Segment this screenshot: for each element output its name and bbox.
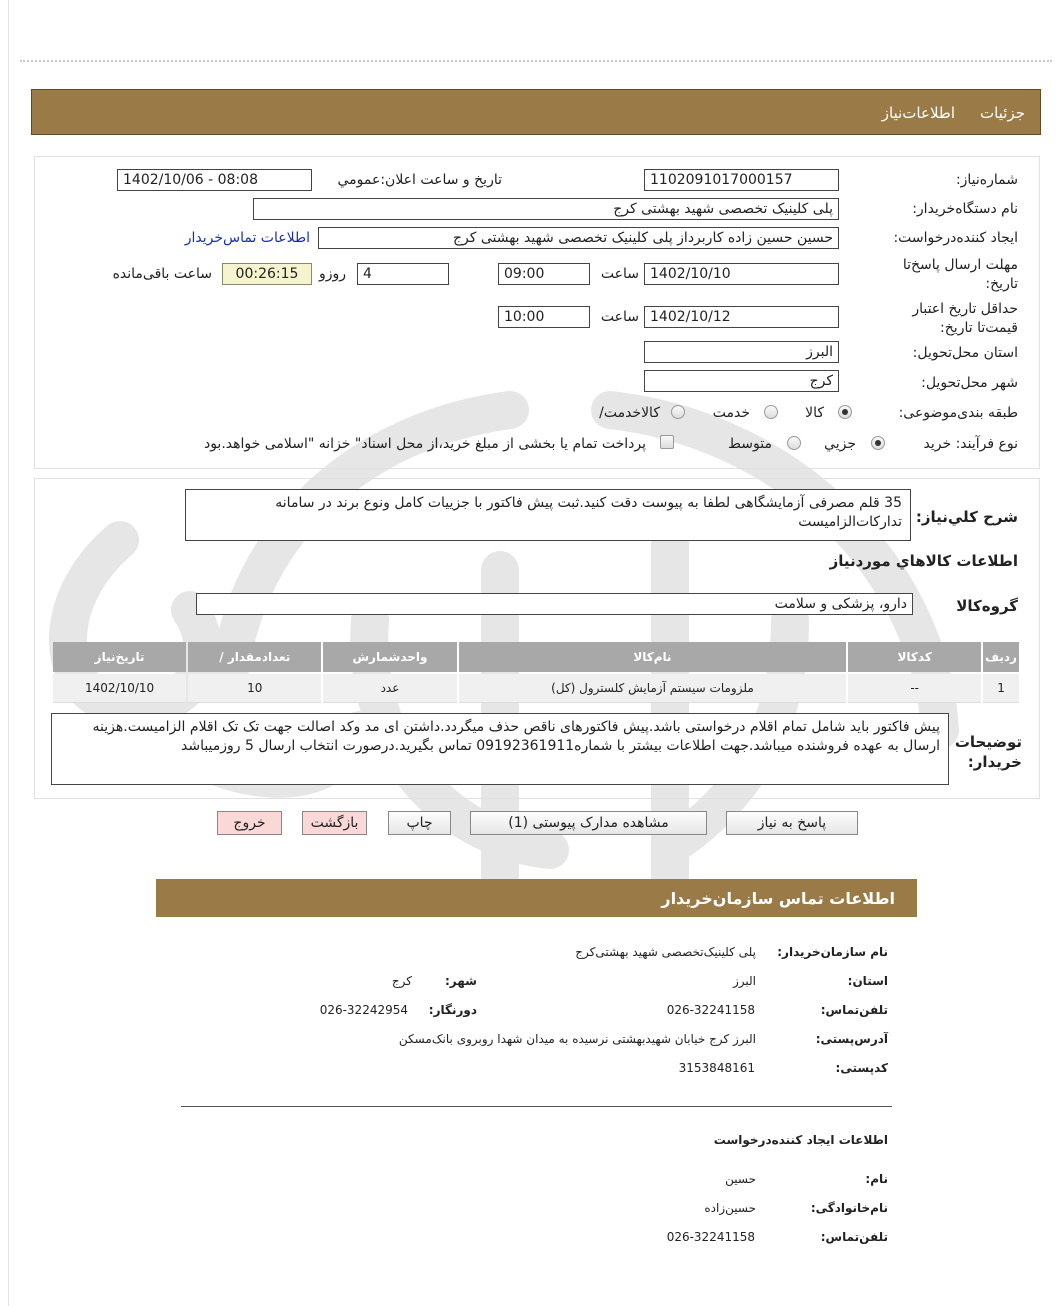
cell-row: 1 bbox=[983, 674, 1019, 703]
category-radio-service[interactable] bbox=[764, 405, 778, 419]
contact-province-label: استان: bbox=[847, 974, 888, 988]
category-option-service: خدمت bbox=[712, 405, 750, 421]
buyer-org-label: نام دستگاه‌خریدار: bbox=[912, 201, 1018, 217]
left-edge-line bbox=[8, 0, 9, 1306]
buyer-contact-title: اطلاعات تماس سازمان‌خریدار bbox=[661, 889, 895, 908]
buyer-notes-label: توضیحات خریدار: bbox=[954, 733, 1022, 771]
days-field: 4 bbox=[357, 263, 449, 285]
creator-phone-value: 026-32241158 bbox=[666, 1230, 755, 1244]
process-radio-medium[interactable] bbox=[787, 436, 801, 450]
process-option-minor: جزيي bbox=[824, 436, 856, 452]
contact-province-value: البرز bbox=[732, 974, 756, 988]
contact-city-label: شهر: bbox=[445, 974, 477, 988]
contact-postal-value: 3153848161 bbox=[678, 1061, 755, 1075]
process-label: نوع فرآیند: خرید bbox=[923, 436, 1018, 452]
contact-postal-label: کدپستی: bbox=[835, 1061, 888, 1075]
category-radio-goods[interactable] bbox=[838, 405, 852, 419]
creator-phone-label: تلفن‌تماس: bbox=[820, 1230, 888, 1244]
general-description-label: شرح کلي‌نیاز: bbox=[915, 508, 1018, 526]
province-label: استان محل‌تحویل: bbox=[912, 345, 1018, 361]
category-radio-goods-service[interactable] bbox=[671, 405, 685, 419]
validity-time-field: 10:00 bbox=[498, 306, 590, 328]
announce-label: تاریخ و ساعت اعلان:عمومي bbox=[337, 172, 502, 188]
category-option-goods: کالا bbox=[805, 405, 824, 421]
cell-need-date: 1402/10/10 bbox=[53, 674, 186, 703]
goods-group-field: دارو، پزشکی و سلامت bbox=[196, 593, 913, 615]
deadline-hour-label: ساعت bbox=[600, 266, 639, 282]
col-unit: واحدشمارش bbox=[323, 642, 456, 672]
creator-family-value: حسین‌زاده bbox=[704, 1201, 756, 1215]
buyer-contact-header bbox=[156, 879, 917, 917]
contact-phone-value: 026-32241158 bbox=[666, 1003, 755, 1017]
cell-quantity: 10 bbox=[188, 674, 321, 703]
col-name: نام‌کالا bbox=[459, 642, 847, 672]
announce-field: 1402/10/06 - 08:08 bbox=[117, 169, 312, 191]
contact-fax-label: دورنگار: bbox=[428, 1003, 477, 1017]
col-quantity: تعدادمقدار / bbox=[188, 642, 321, 672]
table-row bbox=[53, 674, 1019, 703]
creator-info-title: اطلاعات ایجاد کننده‌درخواست bbox=[713, 1133, 888, 1147]
creator-field: حسین حسین زاده کاربرداز پلی کلینیک تخصصی شهید بهشتی کرج bbox=[318, 227, 839, 249]
org-name-value: پلی کلینیک‌تخصصی شهید بهشتی‌کرج bbox=[575, 945, 756, 959]
back-button[interactable]: بازگشت bbox=[302, 811, 367, 835]
contact-address-label: آدرس‌پستی: bbox=[815, 1032, 888, 1046]
goods-info-heading: اطلاعات کالاهاي موردنیاز bbox=[829, 552, 1018, 570]
creator-family-label: نام‌خانوادگی: bbox=[810, 1201, 888, 1215]
col-code: کدکالا bbox=[848, 642, 981, 672]
validity-date-field: 1402/10/12 bbox=[644, 306, 839, 328]
deadline-time-field: 09:00 bbox=[498, 263, 590, 285]
treasury-payment-checkbox[interactable] bbox=[660, 435, 674, 449]
contact-fax-value: 026-32242954 bbox=[319, 1003, 408, 1017]
reply-button[interactable]: پاسخ به نیاز bbox=[726, 811, 858, 835]
process-option-medium: متوسط bbox=[728, 436, 772, 452]
print-button[interactable]: چاپ bbox=[388, 811, 451, 835]
deadline-date-field: 1402/10/10 bbox=[644, 263, 839, 285]
buyer-notes-field: پیش فاکتور باید شامل تمام اقلام درخواستی باشد.پیش فاکتورهای ناقص حذف میگردد.داشتن ای مد وکد اصالت جهت تک تک اقلام الزامیست.هزینه ارسال به عهده فروشنده میباشد.جهت اطلاعات بیشتر با شماره09192361911 تماس بگیرید.درصورت انتخاب ارسال 5 روزمیباشد bbox=[51, 713, 949, 785]
goods-table bbox=[51, 640, 1021, 705]
creator-label: ایجاد کننده‌درخواست: bbox=[893, 230, 1018, 246]
dotted-divider bbox=[20, 60, 1052, 62]
goods-group-label: گروه‌کالا bbox=[956, 597, 1018, 615]
process-radio-minor[interactable] bbox=[871, 436, 885, 450]
province-field: البرز bbox=[644, 341, 839, 363]
cell-name: ملزومات سیستم آزمایش کلسترول (کل) bbox=[459, 674, 847, 703]
category-option-goods-service: کالا‌خدمت/ bbox=[599, 405, 660, 421]
validity-label: حداقل تاریخ اعتبار قیمت‌تا تاریخ: bbox=[912, 301, 1018, 336]
cell-code: -- bbox=[848, 674, 981, 703]
validity-hour-label: ساعت bbox=[600, 309, 639, 325]
goods-table-header bbox=[53, 642, 1019, 672]
buyer-org-field: پلی کلینیک تخصصی شهید بهشتی کرج bbox=[253, 198, 839, 220]
remaining-label: ساعت باقی‌مانده bbox=[112, 266, 212, 282]
buyer-contact-link[interactable]: اطلاعات تماس‌خریدار bbox=[184, 230, 310, 246]
tab-details[interactable]: جزئيات bbox=[980, 104, 1025, 122]
need-number-field: 1102091017000157 bbox=[644, 169, 839, 191]
contact-phone-label: تلفن‌تماس: bbox=[820, 1003, 888, 1017]
details-header-bar bbox=[31, 89, 1041, 135]
contact-address-value: البرز کرج خیابان شهیدبهشتی نرسیده به میدان شهدا روبروی بانک‌مسکن bbox=[398, 1032, 756, 1046]
exit-button[interactable]: خروج bbox=[217, 811, 282, 835]
cell-unit: عدد bbox=[323, 674, 456, 703]
treasury-payment-text: پرداخت تمام یا بخشی از مبلغ خرید،از محل اسناد" خزانه "اسلامی خواهد.بود bbox=[203, 436, 646, 452]
creator-name-value: حسین bbox=[725, 1172, 756, 1186]
creator-name-label: نام: bbox=[865, 1172, 888, 1186]
view-attachments-button[interactable]: مشاهده مدارک پیوستی (1) bbox=[470, 811, 707, 835]
org-name-label: نام سازمان‌خریدار: bbox=[777, 945, 888, 959]
col-row: ردیف bbox=[983, 642, 1019, 672]
deadline-label: مهلت ارسال پاسخ‌تا تاریخ: bbox=[902, 257, 1018, 292]
remaining-timer: 00:26:15 bbox=[222, 263, 312, 285]
days-label: روزو bbox=[318, 266, 346, 282]
need-number-label: شماره‌نیاز: bbox=[955, 172, 1018, 188]
tab-need-info[interactable]: اطلاعات‌نیاز bbox=[881, 104, 955, 122]
general-description-field: 35 قلم مصرفی آزمایشگاهی لطفا به پیوست دقت کنید.ثبت پیش فاکتور با جزییات کامل ونوع برند در سامانه تدارکات‌الزامیست bbox=[185, 489, 911, 541]
category-label: طبقه بندی‌موضوعی: bbox=[898, 405, 1018, 421]
col-need-date: تاریخ‌نیاز bbox=[53, 642, 186, 672]
contact-city-value: کرج bbox=[391, 974, 412, 988]
contact-divider bbox=[181, 1106, 892, 1107]
city-field: کرج bbox=[644, 370, 839, 392]
city-label: شهر محل‌تحویل: bbox=[921, 375, 1018, 391]
